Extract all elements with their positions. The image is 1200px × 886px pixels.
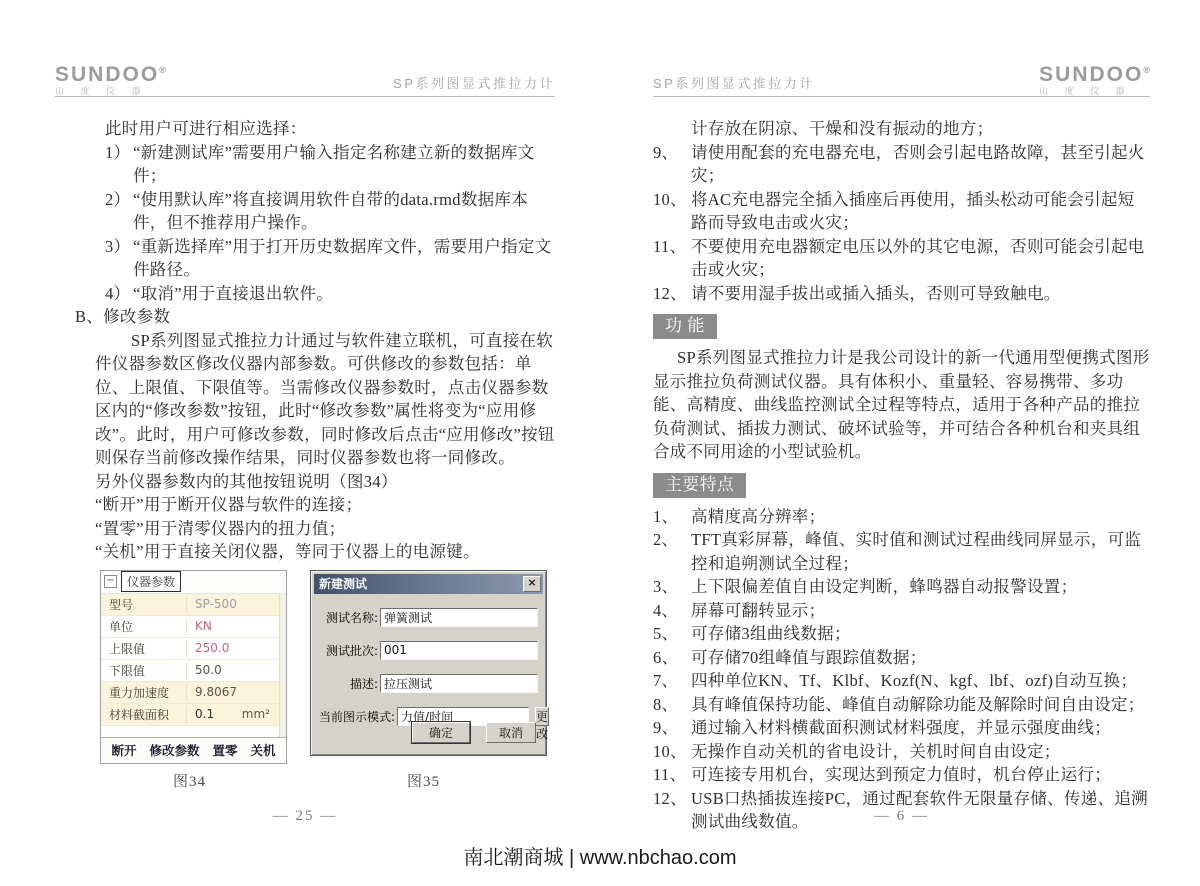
- list-item: 5、 可存储3组曲线数据；: [653, 624, 851, 643]
- section-b-heading: B、修改参数: [75, 307, 171, 326]
- figures-row: [55, 570, 555, 764]
- test-name-input[interactable]: [380, 608, 538, 627]
- page-right: [653, 60, 1150, 840]
- ok-button[interactable]: 确定: [412, 722, 470, 743]
- list-item: 9、 通过输入材料横截面积测试材料强度，并显示强度曲线；: [653, 718, 1111, 737]
- list-item: 12、 请不要用湿手拔出或插入插头，否则可导致触电。: [653, 283, 1061, 303]
- collapse-icon[interactable]: −: [104, 575, 117, 588]
- panel-scroll-gutter: [279, 593, 286, 737]
- new-test-dialog: [310, 570, 547, 756]
- dialog-titlebar: [314, 574, 543, 594]
- panel-title: 仪器参数: [121, 571, 181, 592]
- page-left-header: [55, 60, 555, 97]
- disconnect-button[interactable]: 断开: [111, 743, 137, 758]
- test-name-label: 测试名称:: [325, 610, 378, 625]
- list-item: 2、 TFT真彩屏幕，峰值、实时值和测试过程曲线同屏显示，可监控和追朔测试全过程；: [653, 530, 1142, 573]
- page-number-right: — 6 —: [874, 808, 929, 824]
- sundoo-logo: [1039, 64, 1150, 96]
- doc-title-right: SP系列图显式推拉力计: [653, 76, 815, 91]
- list-item: 3、 上下限偏差值自由设定判断，蜂鸣器自动报警设置；: [653, 577, 1078, 596]
- field-row: [319, 674, 538, 693]
- list-item: 11、 可连接专用机台，实现达到预定力值时，机台停止运行；: [653, 765, 1111, 784]
- figure-captions: [55, 770, 555, 792]
- brand-subtitle: 山 度 仪 器: [55, 86, 148, 96]
- chart-mode-label: 当前图示模式:: [319, 709, 396, 724]
- dialog-title: 新建测试: [319, 577, 368, 591]
- table-row: 上限值 250.0: [101, 638, 286, 660]
- list-item: 12、 USB口热插拔连接PC，通过配套软件无限量存储、传递、追溯测试曲线数值。: [653, 788, 1148, 831]
- features-list: [653, 505, 1150, 834]
- list-item: 9、 请使用配套的充电器充电，否则会引起电路故障，甚至引起火灾；: [653, 142, 1145, 185]
- field-row: [319, 608, 538, 627]
- table-row: 型号 SP-500: [101, 594, 286, 616]
- intro-line: 此时用户可进行相应选择：: [105, 119, 307, 138]
- page-right-header: [653, 60, 1150, 97]
- zero-button[interactable]: 置零: [212, 743, 238, 758]
- sundoo-logo: [55, 64, 166, 96]
- quote-zero: “置零”用于清零仪器内的扭力值；: [95, 518, 346, 538]
- modify-params-button[interactable]: 修改参数: [149, 743, 200, 758]
- list-item: 10、 将AC充电器完全插入插座后再使用，插头松动可能会引起短路而导致电击或火灾；: [653, 189, 1135, 232]
- function-section-badge: 功 能: [653, 314, 717, 339]
- test-batch-input[interactable]: [380, 641, 538, 660]
- list-item: 4、 屏幕可翻转显示；: [653, 600, 826, 620]
- list-item: 3） “重新选择库”用于打开历史数据库文件，需要用户指定文件路径。: [105, 236, 552, 279]
- panel-header: [101, 571, 286, 594]
- doc-title-left: SP系列图显式推拉力计: [393, 76, 555, 91]
- dialog-buttons: [412, 722, 536, 743]
- page-left: [55, 60, 555, 840]
- list-item: 1） “新建测试库”需要用户输入指定名称建立新的数据库文件；: [105, 142, 535, 185]
- fig34-caption: 图34: [173, 773, 207, 790]
- instrument-params-panel: [100, 570, 287, 764]
- field-row: [319, 641, 538, 660]
- brand-subtitle: 山 度 仪 器: [1039, 86, 1132, 96]
- registered-mark-icon: ®: [1143, 65, 1150, 75]
- paragraph-modify-params: SP系列图显式推拉力计通过与软件建立联机，可直接在软件仪器参数区修改仪器内部参数。可供修改的参数包括：单位、上限值、下限值等。当需修改仪器参数时，点击仪器参数区内的“修改参数”按钮，此时“修改参数”属性将变为“应用修改”。此时，用户可修改参数，同时修改后点击“应用修改”按钮则保存当前修改操作结果，同时仪器参数也将一同修改。: [95, 330, 555, 467]
- brand-wordmark: SUNDOO®: [1039, 63, 1150, 86]
- table-row: 重力加速度 9.8067: [101, 682, 286, 704]
- function-paragraph: SP系列图显式推拉力计是我公司设计的新一代通用型便携式图形显示推拉负荷测试仪器。具有体积小、重量轻、容易携带、多功能、高精度、曲线监控测试全过程等特点，适用于各种产品的推拉负荷测试、插拔力测试、破坏试验等，并可结合各种机台和夹具组合成不同用途的小型试验机。: [653, 348, 1150, 461]
- safety-list: [653, 141, 1150, 306]
- table-row: 材料截面积 0.1 mm²: [101, 704, 286, 726]
- right-page-content: [653, 117, 1150, 834]
- list-item: 11、 不要使用充电器额定电压以外的其它电源，否则可能会引起电击或火灾；: [653, 236, 1145, 279]
- cancel-button[interactable]: 取消: [486, 722, 536, 743]
- list-item: 8、 具有峰值保持功能、峰值自动解除功能及解除时间自由设定；: [653, 694, 1145, 714]
- fig35-caption: 图35: [407, 773, 441, 790]
- list-item: 6、 可存储70组峰值与跟踪值数据；: [653, 647, 927, 667]
- panel-toolbar: [101, 737, 286, 763]
- quote-poweroff: “关机”用于直接关闭仪器，等同于仪器上的电源键。: [95, 542, 480, 561]
- list-item: 1、 高精度高分辨率；: [653, 506, 826, 526]
- page-number-left: — 25 —: [272, 808, 338, 824]
- list-item: 10、 无操作自动关机的省电设计，关机时间自由设定；: [653, 741, 1061, 761]
- description-input[interactable]: [380, 674, 538, 693]
- test-batch-label: 测试批次:: [325, 643, 378, 658]
- list-item: 4） “取消”用于直接退出软件。: [105, 283, 334, 303]
- change-mode-button[interactable]: 更改: [535, 707, 549, 726]
- registered-mark-icon: ®: [159, 65, 166, 75]
- brand-wordmark: SUNDOO®: [55, 63, 166, 86]
- list-item: 7、 四种单位KN、Tf、Klbf、Kozf(N、kgf、lbf、ozf)自动互换；: [653, 671, 1138, 690]
- quote-disconnect: “断开”用于断开仪器与软件的连接；: [95, 495, 363, 514]
- paragraph-other-buttons: 另外仪器参数内的其他按钮说明（图34）: [95, 471, 398, 491]
- list-item: 2） “使用默认库”将直接调用软件自带的data.rmd数据库本件，但不推荐用户操作。: [105, 189, 529, 232]
- description-label: 描述:: [349, 676, 378, 691]
- left-page-content: [55, 117, 555, 564]
- close-icon[interactable]: ×: [523, 576, 541, 592]
- table-row: 单位 KN: [101, 616, 286, 638]
- table-row: 下限值 50.0: [101, 660, 286, 682]
- poweroff-button[interactable]: 关机: [250, 743, 276, 758]
- site-watermark: 南北潮商城 | www.nbchao.com: [463, 847, 737, 869]
- options-list: [55, 141, 555, 306]
- continuation-line: 计存放在阴凉、干燥和没有振动的地方；: [691, 119, 994, 138]
- features-section-badge: 主要特点: [653, 473, 746, 498]
